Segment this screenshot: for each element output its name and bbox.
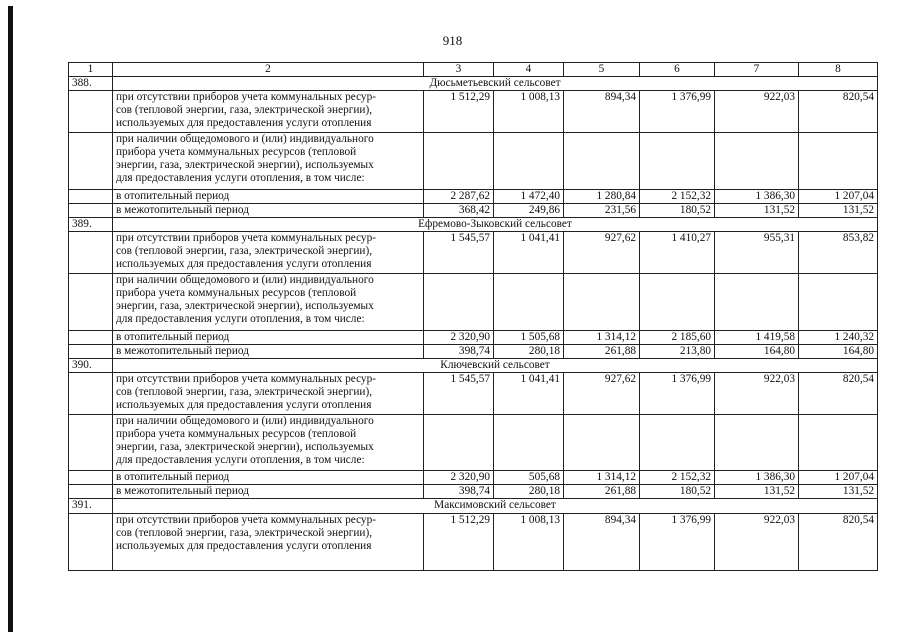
table-row xyxy=(69,344,878,358)
row-number-cell xyxy=(69,133,113,189)
value-cell xyxy=(424,133,494,189)
value-cell: 505,68 xyxy=(494,471,564,485)
description-line: в межотопительный период xyxy=(116,203,249,216)
table-row xyxy=(69,91,878,133)
value-cell: 894,34 xyxy=(564,91,640,133)
description-line: используемых для предоставления услуги отопления xyxy=(116,539,372,552)
section-number: 388. xyxy=(69,77,113,91)
table-row xyxy=(69,133,878,189)
row-number-cell xyxy=(69,274,113,330)
description-line: энергии, газа, электрической энергии), используемых xyxy=(116,300,374,313)
header-cell: 4 xyxy=(494,63,564,77)
value-cell: 1 240,32 xyxy=(799,330,878,344)
row-description xyxy=(113,372,424,414)
value-cell: 2 185,60 xyxy=(640,330,715,344)
value-cell: 1 207,04 xyxy=(799,471,878,485)
row-number-cell xyxy=(69,330,113,344)
value-cell xyxy=(564,133,640,189)
row-description xyxy=(113,189,424,203)
value-cell: 131,52 xyxy=(715,203,799,217)
table-row xyxy=(69,372,878,414)
description-line: в межотопительный период xyxy=(116,485,249,498)
value-cell: 1 505,68 xyxy=(494,330,564,344)
value-cell: 1 512,29 xyxy=(424,91,494,133)
value-cell: 1 545,57 xyxy=(424,231,494,273)
description-line: прибора учета коммунальных ресурсов (тепловой xyxy=(116,287,357,300)
value-cell xyxy=(799,274,878,330)
table-row xyxy=(69,189,878,203)
value-cell: 1 008,13 xyxy=(494,91,564,133)
value-cell: 1 314,12 xyxy=(564,471,640,485)
row-number-cell xyxy=(69,344,113,358)
description-line: прибора учета коммунальных ресурсов (тепловой xyxy=(116,146,357,159)
value-cell: 280,18 xyxy=(494,485,564,499)
table-row xyxy=(69,274,878,330)
value-cell: 2 152,32 xyxy=(640,189,715,203)
table-row xyxy=(69,231,878,273)
description-line: при наличии общедомового и (или) индивидуального xyxy=(116,274,374,287)
section-header-row xyxy=(69,358,878,372)
section-title: Дюсьметьевский сельсовет xyxy=(113,77,878,91)
value-cell xyxy=(715,414,799,470)
table-row xyxy=(69,513,878,570)
value-cell: 1 386,30 xyxy=(715,471,799,485)
value-cell: 1 280,84 xyxy=(564,189,640,203)
tariff-table xyxy=(68,62,878,571)
value-cell xyxy=(564,274,640,330)
section-title: Максимовский сельсовет xyxy=(113,499,878,513)
row-number-cell xyxy=(69,414,113,470)
page-number: 918 xyxy=(442,33,463,48)
row-description xyxy=(113,91,424,133)
value-cell: 261,88 xyxy=(564,344,640,358)
description-line: сов (тепловой энергии, газа, электрической энергии), xyxy=(116,244,373,257)
value-cell: 853,82 xyxy=(799,231,878,273)
value-cell: 1 041,41 xyxy=(494,372,564,414)
description-line: сов (тепловой энергии, газа, электрической энергии), xyxy=(116,104,373,117)
value-cell: 2 320,90 xyxy=(424,330,494,344)
row-description xyxy=(113,133,424,189)
description-line: энергии, газа, электрической энергии), используемых xyxy=(116,159,374,172)
value-cell: 1 008,13 xyxy=(494,513,564,570)
value-cell: 922,03 xyxy=(715,91,799,133)
value-cell: 1 545,57 xyxy=(424,372,494,414)
value-cell: 249,86 xyxy=(494,203,564,217)
value-cell: 1 376,99 xyxy=(640,91,715,133)
value-cell: 261,88 xyxy=(564,485,640,499)
value-cell xyxy=(494,414,564,470)
row-description xyxy=(113,344,424,358)
row-description xyxy=(113,330,424,344)
value-cell: 927,62 xyxy=(564,231,640,273)
value-cell: 180,52 xyxy=(640,203,715,217)
header-cell: 6 xyxy=(640,63,715,77)
description-line: для предоставления услуги отопления, в том числе: xyxy=(116,453,365,466)
table-row xyxy=(69,330,878,344)
description-line: при отсутствии приборов учета коммунальных ресур- xyxy=(116,372,376,385)
row-description xyxy=(113,414,424,470)
value-cell: 1 041,41 xyxy=(494,231,564,273)
section-header-row xyxy=(69,499,878,513)
description-line: при наличии общедомового и (или) индивидуального xyxy=(116,133,374,146)
header-row xyxy=(69,63,878,77)
section-header-row xyxy=(69,217,878,231)
row-description xyxy=(113,485,424,499)
description-line: в межотопительный период xyxy=(116,344,249,357)
row-number-cell xyxy=(69,513,113,570)
description-line: в отопительный период xyxy=(116,471,230,484)
section-number: 389. xyxy=(69,217,113,231)
value-cell: 368,42 xyxy=(424,203,494,217)
value-cell xyxy=(424,414,494,470)
value-cell xyxy=(494,274,564,330)
description-line: сов (тепловой энергии, газа, электрической энергии), xyxy=(116,385,373,398)
value-cell: 922,03 xyxy=(715,513,799,570)
description-line: для предоставления услуги отопления, в том числе: xyxy=(116,172,365,185)
description-line: энергии, газа, электрической энергии), используемых xyxy=(116,440,374,453)
row-number-cell xyxy=(69,485,113,499)
value-cell: 231,56 xyxy=(564,203,640,217)
tariff-table-body xyxy=(69,63,878,571)
header-cell: 8 xyxy=(799,63,878,77)
value-cell: 131,52 xyxy=(799,485,878,499)
header-cell: 2 xyxy=(113,63,424,77)
scan-edge-bar xyxy=(8,6,13,632)
row-number-cell xyxy=(69,231,113,273)
value-cell: 1 410,27 xyxy=(640,231,715,273)
section-title: Ключевский сельсовет xyxy=(113,358,878,372)
value-cell: 1 376,99 xyxy=(640,513,715,570)
value-cell: 1 472,40 xyxy=(494,189,564,203)
row-description xyxy=(113,274,424,330)
table-row xyxy=(69,414,878,470)
table-row xyxy=(69,203,878,217)
value-cell: 131,52 xyxy=(715,485,799,499)
value-cell: 2 287,62 xyxy=(424,189,494,203)
value-cell xyxy=(715,133,799,189)
value-cell: 894,34 xyxy=(564,513,640,570)
value-cell xyxy=(640,133,715,189)
header-cell: 3 xyxy=(424,63,494,77)
value-cell: 955,31 xyxy=(715,231,799,273)
header-cell: 1 xyxy=(69,63,113,77)
value-cell xyxy=(799,414,878,470)
value-cell: 164,80 xyxy=(799,344,878,358)
value-cell xyxy=(715,274,799,330)
value-cell: 1 386,30 xyxy=(715,189,799,203)
value-cell: 131,52 xyxy=(799,203,878,217)
value-cell: 927,62 xyxy=(564,372,640,414)
value-cell: 398,74 xyxy=(424,485,494,499)
description-line: прибора учета коммунальных ресурсов (тепловой xyxy=(116,427,357,440)
value-cell: 922,03 xyxy=(715,372,799,414)
value-cell: 280,18 xyxy=(494,344,564,358)
value-cell: 820,54 xyxy=(799,372,878,414)
description-line: при отсутствии приборов учета коммунальных ресур- xyxy=(116,513,376,526)
section-title: Ефремово-Зыковский сельсовет xyxy=(113,217,878,231)
value-cell: 2 320,90 xyxy=(424,471,494,485)
description-line: сов (тепловой энергии, газа, электрической энергии), xyxy=(116,526,373,539)
value-cell: 164,80 xyxy=(715,344,799,358)
row-number-cell xyxy=(69,203,113,217)
row-number-cell xyxy=(69,471,113,485)
description-line: при отсутствии приборов учета коммунальных ресур- xyxy=(116,231,376,244)
header-cell: 7 xyxy=(715,63,799,77)
row-number-cell xyxy=(69,372,113,414)
value-cell xyxy=(424,274,494,330)
section-header-row xyxy=(69,77,878,91)
description-line: при отсутствии приборов учета коммунальных ресур- xyxy=(116,91,376,104)
header-cell: 5 xyxy=(564,63,640,77)
value-cell: 820,54 xyxy=(799,513,878,570)
value-cell: 820,54 xyxy=(799,91,878,133)
value-cell: 1 512,29 xyxy=(424,513,494,570)
value-cell xyxy=(640,274,715,330)
section-number: 390. xyxy=(69,358,113,372)
value-cell xyxy=(494,133,564,189)
row-description xyxy=(113,471,424,485)
description-line: в отопительный период xyxy=(116,330,230,343)
value-cell: 398,74 xyxy=(424,344,494,358)
table-row xyxy=(69,471,878,485)
value-cell: 213,80 xyxy=(640,344,715,358)
description-line: используемых для предоставления услуги отопления xyxy=(116,117,372,130)
description-line: используемых для предоставления услуги отопления xyxy=(116,257,372,270)
value-cell: 1 419,58 xyxy=(715,330,799,344)
row-number-cell xyxy=(69,91,113,133)
description-line: для предоставления услуги отопления, в том числе: xyxy=(116,313,365,326)
row-number-cell xyxy=(69,189,113,203)
value-cell xyxy=(564,414,640,470)
description-line: в отопительный период xyxy=(116,189,230,202)
section-number: 391. xyxy=(69,499,113,513)
value-cell: 1 376,99 xyxy=(640,372,715,414)
value-cell xyxy=(640,414,715,470)
row-description xyxy=(113,231,424,273)
value-cell: 1 314,12 xyxy=(564,330,640,344)
row-description xyxy=(113,513,424,570)
value-cell xyxy=(799,133,878,189)
value-cell: 1 207,04 xyxy=(799,189,878,203)
row-description xyxy=(113,203,424,217)
table-row xyxy=(69,485,878,499)
description-line: при наличии общедомового и (или) индивидуального xyxy=(116,414,374,427)
description-line: используемых для предоставления услуги отопления xyxy=(116,398,372,411)
value-cell: 2 152,32 xyxy=(640,471,715,485)
value-cell: 180,52 xyxy=(640,485,715,499)
